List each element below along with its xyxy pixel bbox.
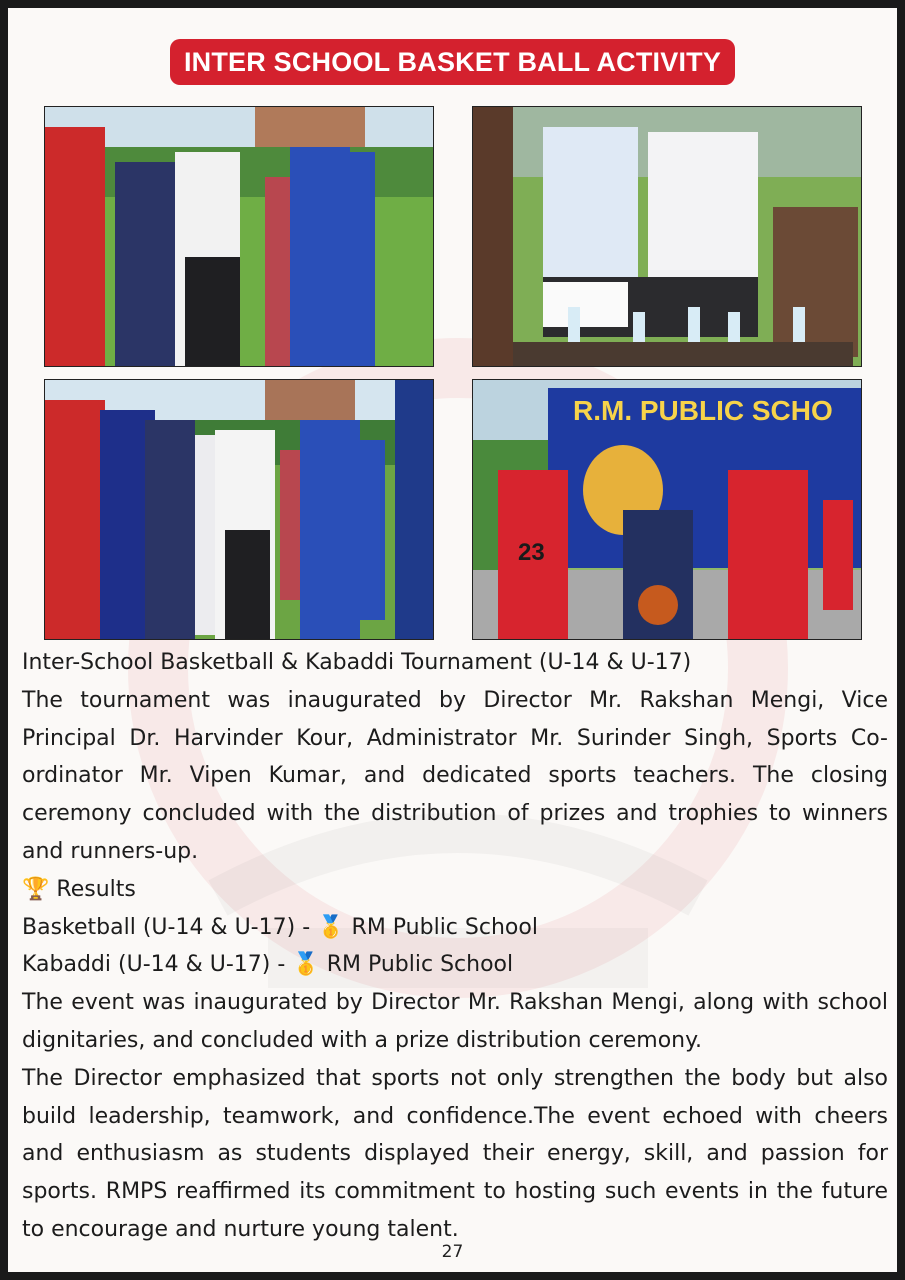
brochure-page bbox=[8, 8, 897, 1272]
trophy-icon: 🏆 bbox=[22, 876, 50, 902]
photo-briefing-players bbox=[44, 379, 434, 640]
gold-medal-icon: 🥇 bbox=[292, 952, 320, 978]
tournament-heading: Inter-School Basketball & Kabaddi Tournament (U-14 & U-17) bbox=[22, 650, 692, 675]
body-text bbox=[22, 644, 888, 1249]
gold-medal-icon: 🥇 bbox=[317, 914, 345, 940]
photo-officials-seated bbox=[472, 106, 862, 367]
photo-handshake-field bbox=[44, 106, 434, 367]
result-event: Basketball (U-14 & U-17) - bbox=[22, 914, 318, 940]
photo-toss-captains bbox=[472, 379, 862, 640]
result-winner: RM Public School bbox=[326, 952, 514, 978]
results-label: Results bbox=[56, 876, 136, 902]
page-number: 27 bbox=[441, 1242, 464, 1262]
result-basketball bbox=[22, 909, 888, 947]
page-title: INTER SCHOOL BASKET BALL ACTIVITY bbox=[170, 39, 735, 85]
result-kabaddi bbox=[22, 946, 888, 984]
result-event: Kabaddi (U-14 & U-17) - bbox=[22, 952, 293, 978]
director-message-paragraph: The Director emphasized that sports not only strengthen the body but also build leadership, teamwork, and confidence.The event echoed with cheers and enthusiasm as students displayed their energy, skill, and passion for sports. RMPS reaffirmed its commitment to hosting such events in the future to encourage and nurture young talent. bbox=[22, 1065, 888, 1242]
results-heading bbox=[22, 871, 888, 909]
school-banner-text: R.M. PUBLIC SCHO bbox=[573, 395, 833, 426]
result-winner: RM Public School bbox=[351, 914, 538, 940]
event-summary-paragraph: The event was inaugurated by Director Mr. Rakshan Mengi, along with school dignitaries, and concluded with a prize distribution ceremony. bbox=[22, 990, 888, 1053]
inauguration-paragraph: The tournament was inaugurated by Director Mr. Rakshan Mengi, Vice Principal Dr. Harvinder Kour, Administrator Mr. Surinder Singh, Sports Co-ordinator Mr. Vipen Kumar, and dedicated sports teachers. The closing ceremony concluded with the distribution of prizes and trophies to winners and runners-up. bbox=[22, 687, 888, 864]
jersey-number: 23 bbox=[518, 539, 545, 566]
